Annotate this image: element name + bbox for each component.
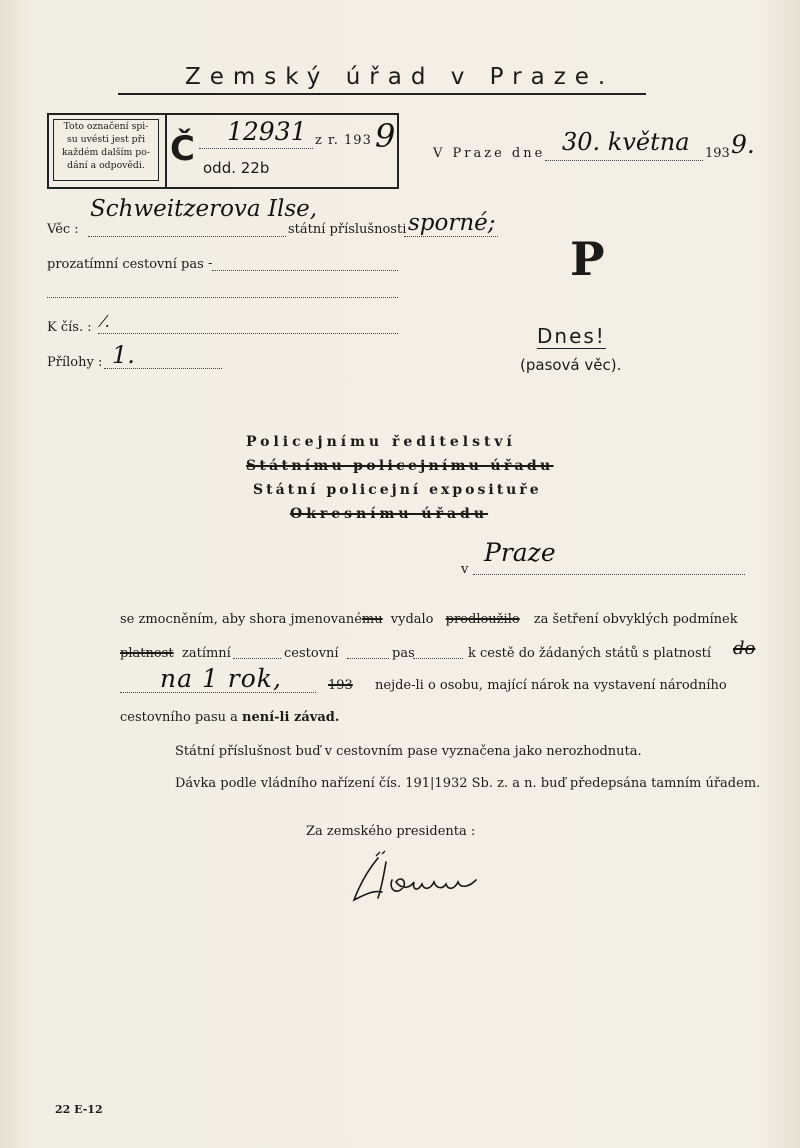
nationality-value: sporné; bbox=[408, 210, 496, 236]
body-strikethrough: prodloužilo bbox=[445, 612, 520, 627]
body-strikethrough: do bbox=[733, 638, 756, 659]
prilohy-value: 1. bbox=[112, 341, 135, 369]
handwritten-signature bbox=[348, 850, 488, 910]
body-dots bbox=[233, 658, 281, 659]
body-text: cestovní bbox=[284, 646, 339, 661]
body-text: cestovního pasu a bbox=[120, 710, 238, 725]
body-dots bbox=[347, 658, 389, 659]
nationality-dots bbox=[404, 236, 498, 237]
reference-note-line: su uvésti jest při bbox=[66, 134, 146, 145]
p-stamp: P bbox=[570, 232, 605, 286]
body-strikethrough: platnost bbox=[120, 646, 174, 661]
pass-value: - bbox=[208, 256, 213, 271]
header-rule bbox=[118, 93, 646, 95]
kcis-label: K čís. : bbox=[47, 320, 92, 335]
date-dots bbox=[545, 160, 703, 161]
body-line-1 bbox=[120, 612, 738, 627]
date-value: 30. května bbox=[562, 128, 690, 156]
body-text: vydalo bbox=[390, 612, 434, 627]
body-strikethrough: 193 bbox=[328, 678, 353, 693]
date-prefix: V Praze dne bbox=[433, 146, 546, 161]
nationality-label: státní příslušnosti bbox=[288, 222, 407, 237]
place-prefix: v bbox=[461, 562, 469, 577]
date-year-prefix: 193 bbox=[705, 146, 730, 161]
reference-note-line: každém dalším po- bbox=[62, 147, 150, 158]
dnes-stamp: Dnes! bbox=[537, 324, 606, 348]
body-text: pas bbox=[392, 646, 415, 661]
prilohy-label: Přílohy : bbox=[47, 355, 103, 370]
addressee-state-police-office: Státnímu policejnímu úřadu bbox=[246, 458, 554, 474]
body-bold-text: není-li závad. bbox=[242, 710, 340, 725]
reference-year-digit: 9 bbox=[375, 117, 396, 155]
reference-number: 12931 bbox=[227, 117, 307, 146]
reference-letter: Č bbox=[170, 129, 195, 169]
pass-label: prozatímní cestovní pas bbox=[47, 257, 204, 272]
addressee-district-office: Okresnímu úřadu bbox=[290, 506, 489, 522]
body-line-4 bbox=[120, 710, 339, 725]
body-text: k cestě do žádaných států s platností bbox=[468, 646, 712, 661]
fee-note: Dávka podle vládního nařízení čís. 191|1932 Sb. z. a n. buď předepsána tamním úřadem. bbox=[175, 776, 761, 791]
place-dots bbox=[473, 574, 745, 575]
reference-note-line: dání a odpovědi. bbox=[67, 160, 145, 171]
subject-dots bbox=[88, 236, 286, 237]
body-text: se zmocněním, aby shora jmenované bbox=[120, 612, 362, 627]
body-dots bbox=[413, 658, 463, 659]
reference-note-box bbox=[53, 119, 159, 181]
form-code: 22 E-12 bbox=[55, 1103, 103, 1116]
reference-divider bbox=[165, 115, 167, 187]
body-text: za šetření obvyklých podmínek bbox=[533, 612, 738, 627]
kcis-value: ⁄. bbox=[102, 312, 110, 331]
body-strikethrough: mu bbox=[361, 612, 383, 627]
pasova-stamp: (pasová věc). bbox=[520, 356, 622, 374]
addressee-police-directorate: Policejnímu ředitelství bbox=[246, 434, 516, 450]
reference-year-prefix: z r. 193 bbox=[315, 133, 372, 148]
nationality-note: Státní příslušnost buď v cestovním pase vyznačena jako nerozhodnuta. bbox=[175, 744, 642, 759]
addressee-state-police-exposition: Státní policejní exposituře bbox=[253, 482, 542, 498]
reference-box bbox=[47, 113, 399, 189]
body-text: zatímní bbox=[182, 646, 231, 661]
pass-dots bbox=[212, 270, 398, 271]
place-value: Praze bbox=[484, 538, 556, 567]
validity-value: na 1 rok, bbox=[160, 664, 282, 693]
body-text: nejde-li o osobu, mající nárok na vystavení národního bbox=[375, 678, 727, 693]
pass-extra-dots bbox=[47, 297, 398, 298]
prilohy-dots bbox=[104, 368, 222, 369]
reference-department: odd. 22b bbox=[203, 159, 270, 177]
date-year-digit: 9. bbox=[731, 130, 755, 159]
reference-number-dots bbox=[199, 148, 313, 149]
kcis-dots bbox=[98, 333, 398, 334]
reference-note-line: Toto označení spi- bbox=[63, 121, 149, 132]
subject-value: Schweitzerova Ilse, bbox=[90, 196, 318, 222]
office-title: Zemský úřad v Praze. bbox=[185, 64, 615, 90]
subject-label: Věc : bbox=[47, 222, 79, 237]
signature-label: Za zemského presidenta : bbox=[306, 824, 476, 839]
